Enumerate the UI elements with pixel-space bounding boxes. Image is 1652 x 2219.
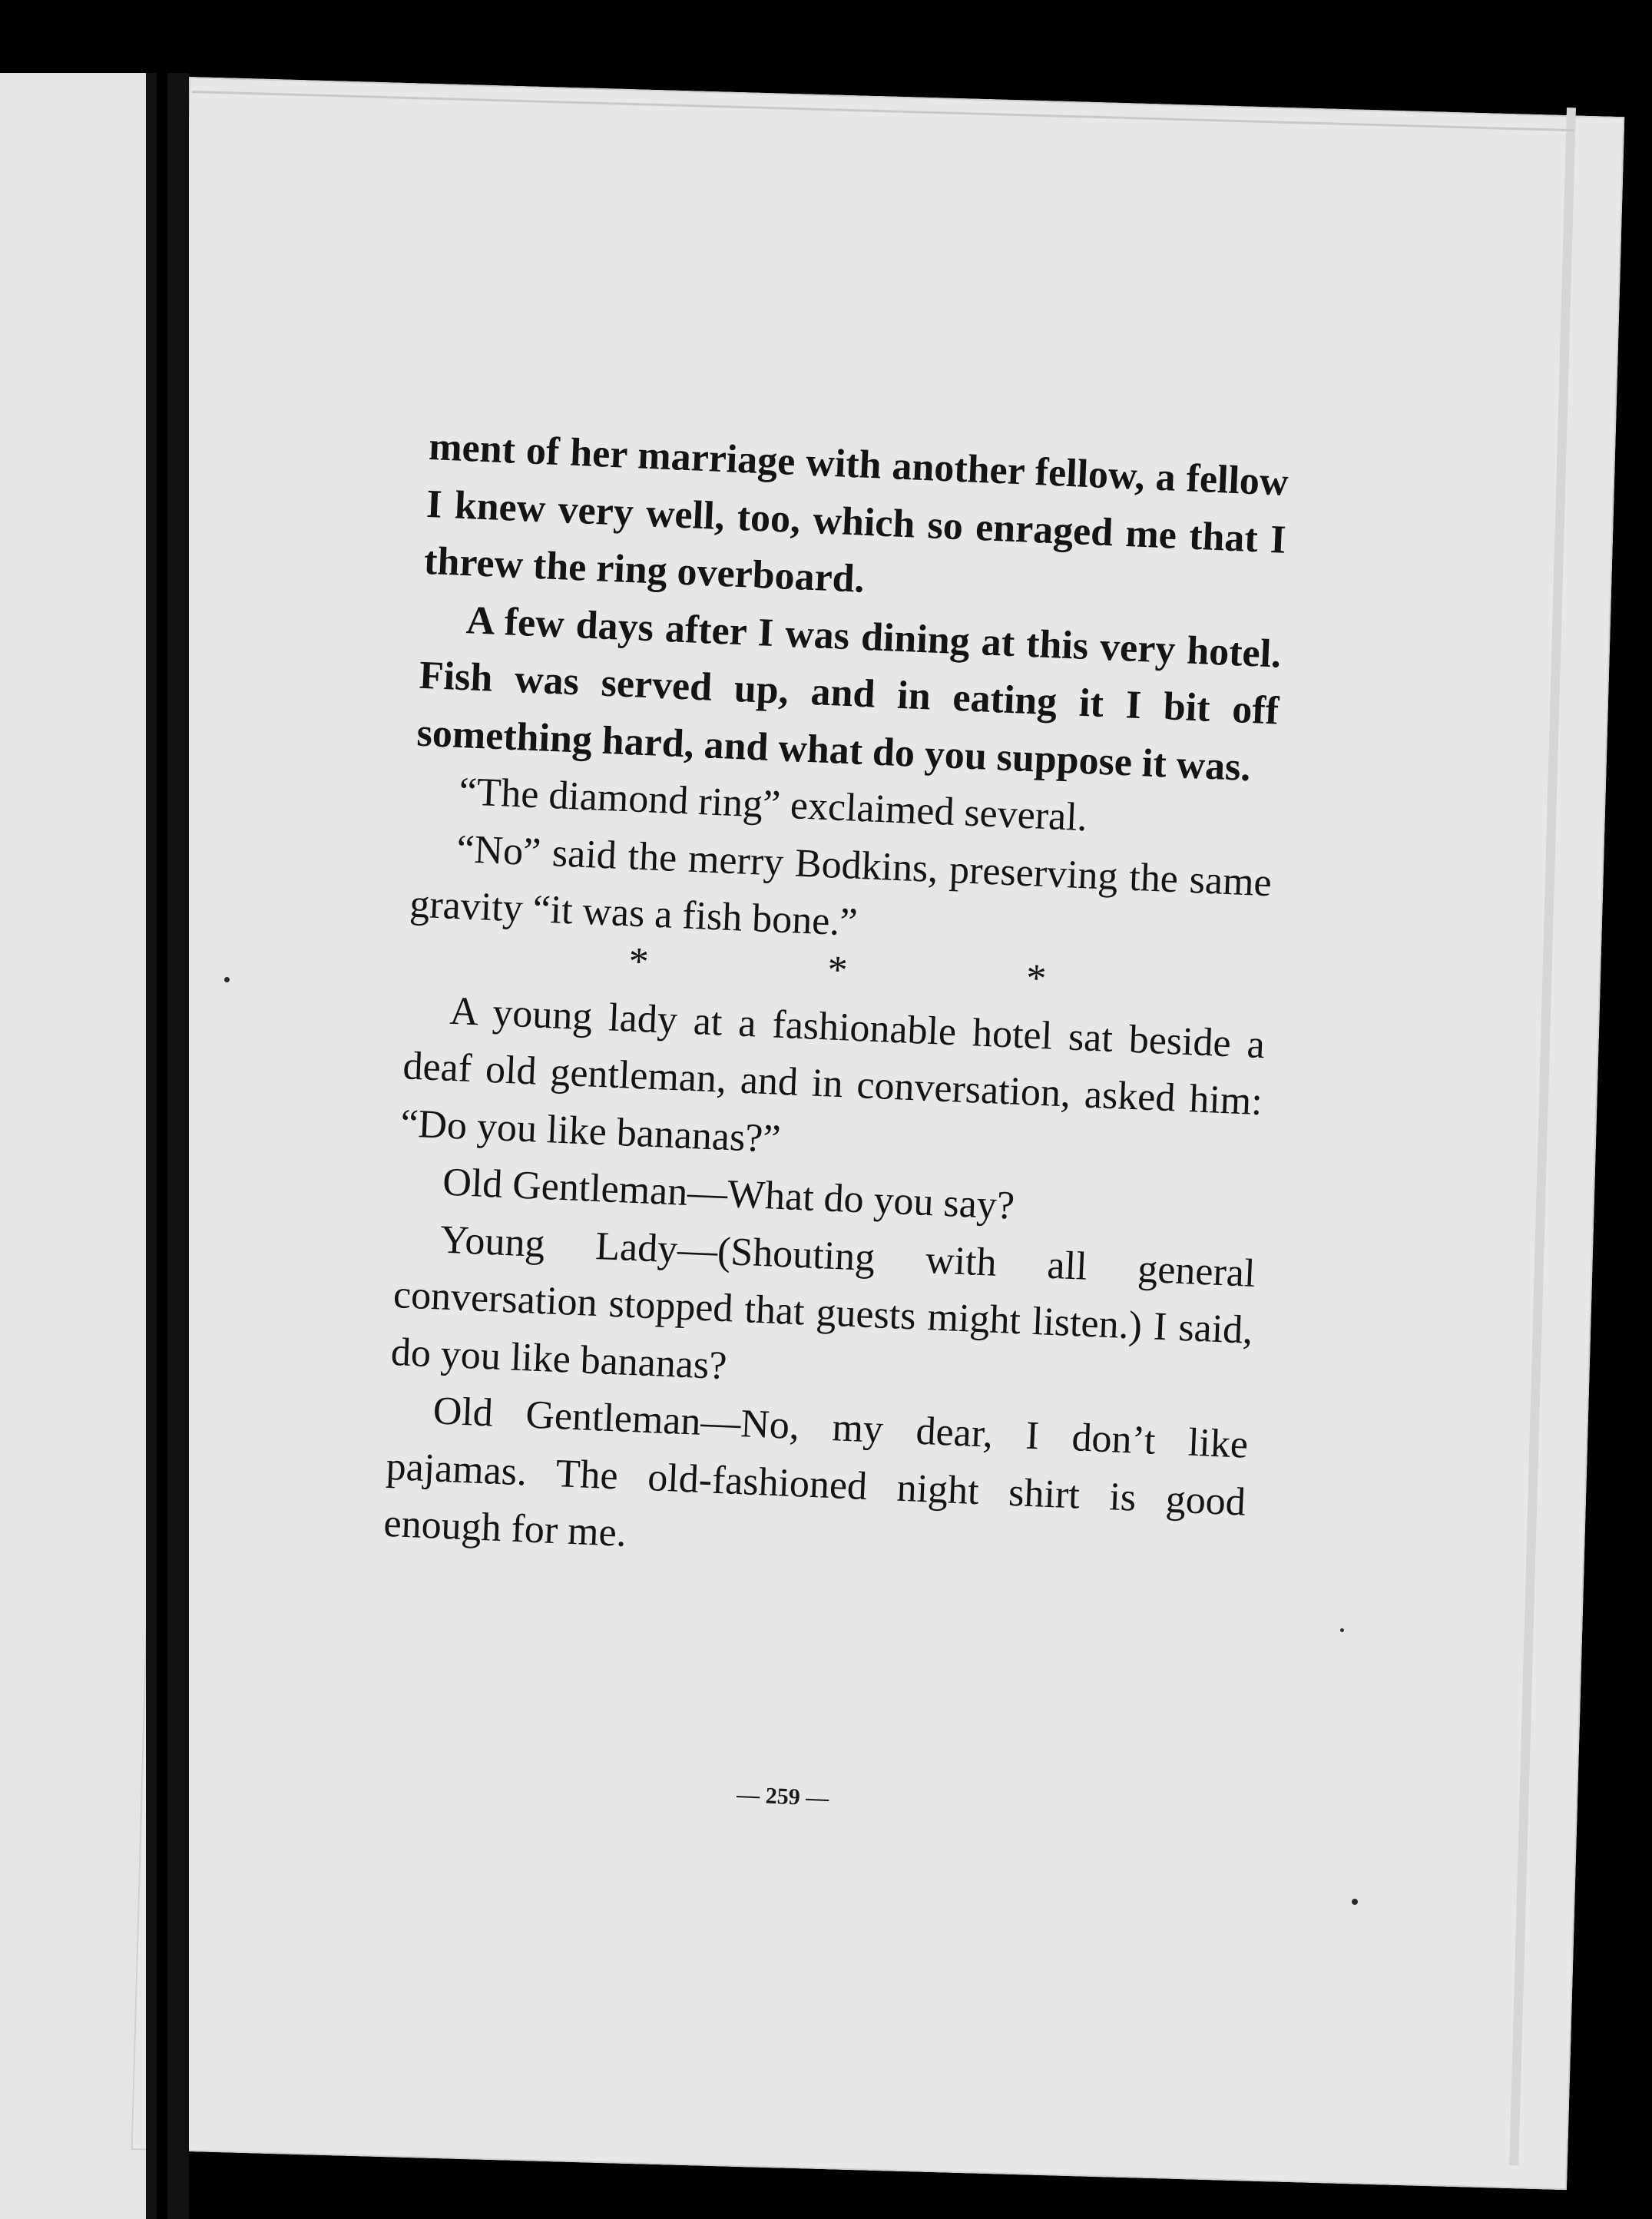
paragraph: ment of her marriage with another fellow, a fellow I knew very well, too, which so enraged me that I threw the ring overboard. bbox=[423, 424, 1289, 601]
paragraph: Young Lady—(Shouting with all general conversation stopped that guests might listen.) I said, do you like bananas? bbox=[389, 1217, 1256, 1388]
page-number: — 259 — bbox=[736, 1782, 829, 1811]
paragraph: “No” said the merry Bodkins, preserving the same gravity “it was a fish bone.” bbox=[409, 826, 1273, 945]
body-text bbox=[382, 419, 1289, 1588]
paragraph: A young lady at a fashionable hotel sat beside a deaf old gentleman, and in conversation, asked him: “Do you like bananas?” bbox=[399, 989, 1266, 1161]
paragraph: Old Gentleman—What do you say? bbox=[442, 1160, 1016, 1228]
section-separator: * * * bbox=[627, 939, 1132, 1005]
paragraph: Old Gentleman—No, my dear, I don’t like pajamas. The old-fashioned night shirt is good enough for me. bbox=[382, 1389, 1250, 1555]
ink-speck bbox=[1340, 1628, 1344, 1632]
paragraph: A few days after I was dining at this very hotel. Fish was served up, and in eating it I bit off something hard, and what do you suppose it was. bbox=[415, 598, 1283, 790]
book-spine bbox=[146, 73, 189, 2219]
paragraph: “The diamond ring” exclaimed several. bbox=[458, 770, 1088, 840]
book-spine-shadow bbox=[157, 73, 167, 2219]
ink-speck bbox=[224, 977, 230, 982]
ink-speck bbox=[1352, 1899, 1358, 1905]
